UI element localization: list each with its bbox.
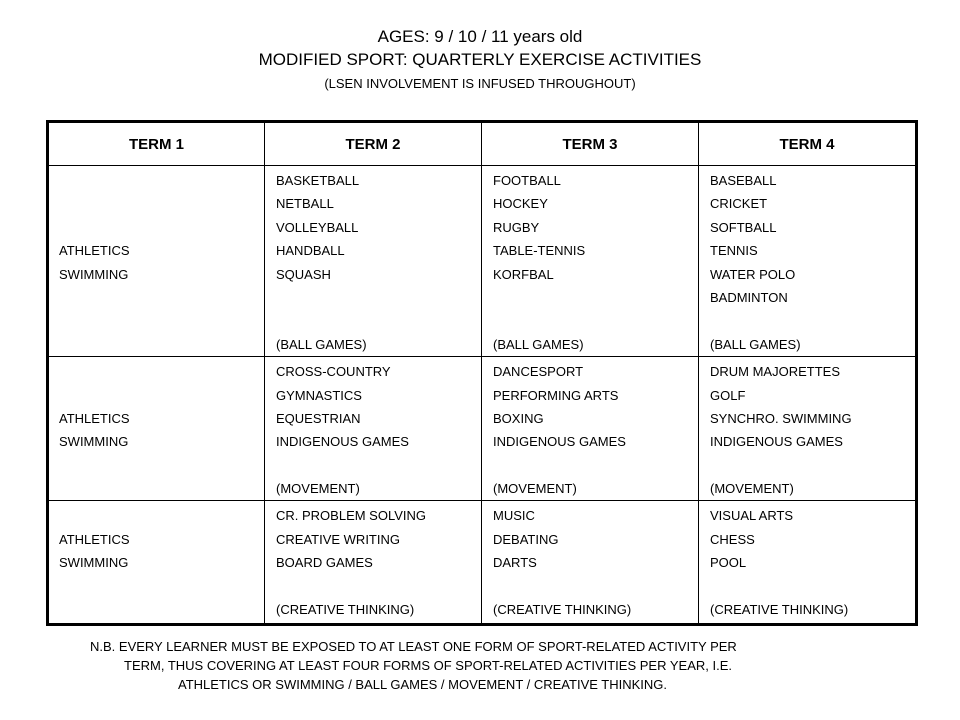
activity-item: ATHLETICS [59, 410, 130, 426]
cell-term4 [699, 501, 917, 625]
activity-item: DEBATING [493, 531, 559, 547]
activity-group-label: (BALL GAMES) [493, 336, 584, 352]
activity-group-label: (CREATIVE THINKING) [493, 602, 632, 618]
blank-line [59, 575, 264, 598]
table-header-row [48, 122, 917, 166]
table-row [48, 166, 917, 357]
blank-line [59, 384, 264, 407]
blank-line [59, 216, 264, 239]
activity-item: INDIGENOUS GAMES [710, 434, 843, 450]
activity-item: SWIMMING [59, 434, 129, 450]
activity-item: BASKETBALL [276, 173, 360, 188]
table-row [48, 501, 917, 625]
activity-item: CHESS [710, 531, 755, 547]
activity-item: RUGBY [493, 219, 540, 235]
activity-item: BASEBALL [710, 173, 777, 188]
ages-heading: AGES: 9 / 10 / 11 years old [377, 27, 583, 46]
cell-term3 [482, 357, 699, 501]
activity-item: DARTS [493, 555, 537, 571]
blank-line [59, 454, 264, 477]
activity-item: BADMINTON [710, 289, 788, 305]
activity-item: DRUM MAJORETTES [710, 364, 840, 380]
blank-line [493, 286, 698, 309]
column-header-term-2: TERM 2 [265, 122, 482, 166]
cell-term2 [265, 166, 482, 357]
activity-item: ATHLETICS [59, 243, 130, 259]
activity-item: GYMNASTICS [276, 387, 362, 403]
cell-term1 [48, 501, 265, 625]
blank-line [493, 309, 698, 332]
activity-item: CRICKET [710, 196, 768, 212]
footnote-line-1: N.B. EVERY LEARNER MUST BE EXPOSED TO AT LEAST ONE FORM OF SPORT-RELATED ACTIVITY PER [90, 639, 737, 654]
footnote-line-2: TERM, THUS COVERING AT LEAST FOUR FORMS OF SPORT-RELATED ACTIVITIES PER YEAR, I.E. [124, 658, 732, 673]
blank-line [59, 309, 264, 332]
activity-item: INDIGENOUS GAMES [493, 434, 626, 450]
blank-line [276, 309, 481, 332]
activity-item: SQUASH [276, 266, 331, 282]
blank-line [59, 477, 264, 500]
activity-item: ATHLETICS [59, 531, 130, 547]
cell-term4 [699, 357, 917, 501]
activity-item: CROSS-COUNTRY [276, 364, 391, 380]
blank-line [59, 192, 264, 215]
activity-item: DANCESPORT [493, 364, 584, 380]
activity-item: FOOTBALL [493, 173, 561, 188]
footnote [90, 637, 737, 694]
blank-line [276, 286, 481, 309]
activity-item: SYNCHRO. SWIMMING [710, 410, 852, 426]
blank-line [493, 454, 698, 477]
activity-item: NETBALL [276, 196, 334, 212]
activity-item: EQUESTRIAN [276, 410, 361, 426]
activity-item: BOXING [493, 410, 544, 426]
activity-item: VOLLEYBALL [276, 219, 359, 235]
column-header-term-1: TERM 1 [48, 122, 265, 166]
page-subtitle: (LSEN INVOLVEMENT IS INFUSED THROUGHOUT) [324, 76, 636, 91]
cell-term4 [699, 166, 917, 357]
activity-item: SOFTBALL [710, 219, 777, 235]
activity-group-label: (BALL GAMES) [276, 336, 367, 352]
activity-group-label: (MOVEMENT) [276, 481, 360, 497]
blank-line [59, 169, 264, 192]
activity-group-label: (BALL GAMES) [710, 336, 801, 352]
activity-item: GOLF [710, 387, 746, 403]
activity-item: BOARD GAMES [276, 555, 373, 571]
column-header-term-3: TERM 3 [482, 122, 699, 166]
activities-table [46, 120, 918, 626]
column-header-term-4: TERM 4 [699, 122, 917, 166]
blank-line [59, 360, 264, 383]
blank-line [59, 333, 264, 356]
cell-term2 [265, 357, 482, 501]
activity-group-label: (MOVEMENT) [493, 481, 577, 497]
activity-item: HANDBALL [276, 243, 345, 259]
blank-line [59, 286, 264, 309]
blank-line [493, 575, 698, 598]
activity-item: VISUAL ARTS [710, 508, 794, 524]
activity-item: INDIGENOUS GAMES [276, 434, 409, 450]
activity-item: WATER POLO [710, 266, 796, 282]
activity-item: CR. PROBLEM SOLVING [276, 508, 427, 524]
cell-term1 [48, 357, 265, 501]
activity-item: CREATIVE WRITING [276, 531, 400, 547]
activity-group-label: (MOVEMENT) [710, 481, 794, 497]
activity-item: SWIMMING [59, 555, 129, 571]
activity-item: TENNIS [710, 243, 758, 259]
blank-line [710, 575, 915, 598]
blank-line [59, 504, 264, 527]
blank-line [59, 598, 264, 621]
activity-item: SWIMMING [59, 266, 129, 282]
activity-item: PERFORMING ARTS [493, 387, 619, 403]
activity-group-label: (CREATIVE THINKING) [276, 602, 415, 618]
blank-line [276, 575, 481, 598]
cell-term1 [48, 166, 265, 357]
page-title: MODIFIED SPORT: QUARTERLY EXERCISE ACTIVITIES [258, 50, 702, 69]
table-row [48, 357, 917, 501]
cell-term3 [482, 166, 699, 357]
footnote-line-3: ATHLETICS OR SWIMMING / BALL GAMES / MOVEMENT / CREATIVE THINKING. [178, 677, 668, 692]
blank-line [710, 454, 915, 477]
activity-item: KORFBAL [493, 266, 554, 282]
cell-term2 [265, 501, 482, 625]
activity-item: TABLE-TENNIS [493, 243, 586, 259]
cell-term3 [482, 501, 699, 625]
activity-item: HOCKEY [493, 196, 548, 212]
activity-item: MUSIC [493, 508, 535, 524]
blank-line [710, 309, 915, 332]
activity-group-label: (CREATIVE THINKING) [710, 602, 849, 618]
blank-line [276, 454, 481, 477]
activity-item: POOL [710, 555, 747, 571]
